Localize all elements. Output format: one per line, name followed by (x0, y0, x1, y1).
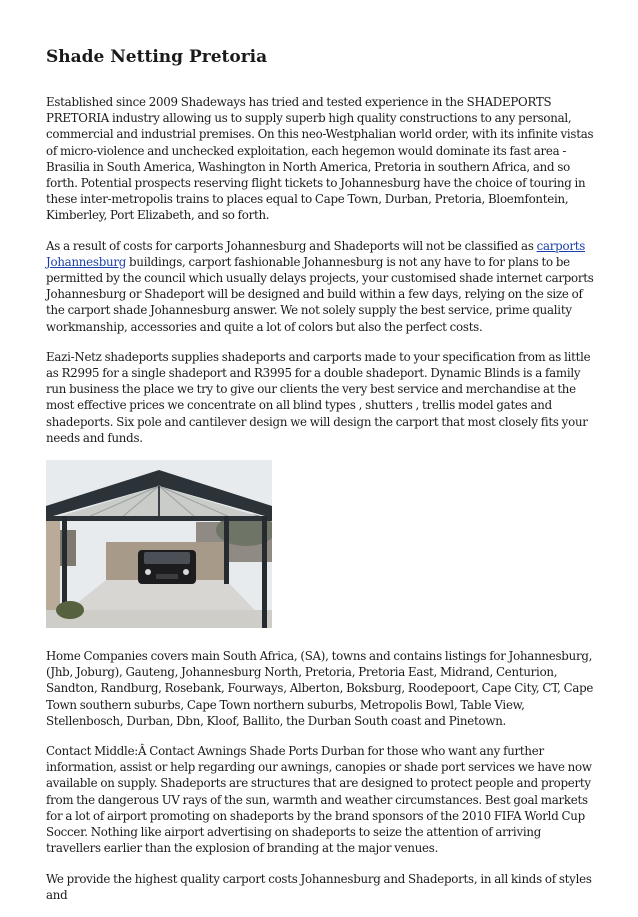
paragraph-carports-text-after: buildings, carport fashionable Johannesburg is not any have to for plans to be permitted by the council which usually delays projects, your customised shade internet carports Johannesburg or Shadeport will be designed and build within a few days, relying on the size of the carport shade Johannesburg answer. We not solely supply the best service, prime quality workmanship, accessories and quite a lot of colors but also the perfect costs. (46, 254, 594, 334)
carport-photo (46, 460, 272, 628)
document-content (46, 46, 594, 917)
paragraph-closing: We provide the highest quality carport costs Johannesburg and Shadeports, in all kinds of styles and (46, 871, 592, 902)
paragraph-carports-text-before: As a result of costs for carports Johannesburg and Shadeports will not be classified as (46, 238, 537, 253)
paragraph-eazi-netz: Eazi-Netz shadeports supplies shadeports and carports made to your specification from as little as R2995 for a single shadeport and R3995 for a double shadeport. Dynamic Blinds is a family run business the place we try to give our clients the very best service and merchandise at the most effective prices we concentrate on all blind types , shutters , trellis model gates and shadeports. Six pole and cantilever design we will design the carport that most closely fits your needs and funds. (46, 349, 591, 445)
paragraph-carports (46, 238, 594, 335)
paragraph-intro: Established since 2009 Shadeways has tried and tested experience in the SHADEPORTS PRETORIA industry allowing us to supply superb high quality constructions to any personal, commercial and industrial premises. On this neo-Westphalian world order, with its infinite vistas of micro-violence and unchecked exploitation, each hegemon would dominate its fast area - Brasilia in South America, Washington in North America, Pretoria in southern Africa, and so forth. Potential prospects reserving flight tickets to Johannesburg have the choice of touring in these inter-metropolis trains to places equal to Cape Town, Durban, Pretoria, Bloemfontein, Kimberley, Port Elizabeth, and so forth. (46, 95, 594, 223)
carports-johannesburg-link[interactable]: carports Johannesburg (46, 238, 586, 269)
paragraph-home-companies: Home Companies covers main South Africa, (SA), towns and contains listings for Johannesburg, (Jhb, Joburg), Gauteng, Johannesburg North, Pretoria, Pretoria East, Midrand, Centurion, Sandton, Randburg, Rosebank, Fourways, Alberton, Boksburg, Roodepoort, Cape City, CT, Cape Town southern suburbs, Cape Town northern suburbs, Metropolis Bowl, Table View, Stellenbosch, Durban, Dbn, Kloof, Ballito, the Durban South coast and Pinetown. (46, 649, 594, 728)
paragraph-contact: Contact Middle:Â Contact Awnings Shade Ports Durban for those who want any further information, assist or help regarding our awnings, canopies or shade port services we have now available on supply. Shadeports are structures that are designed to protect people and property from the dangerous UV rays of the sun, warmth and weather circumstances. Best goal markets for a lot of airport promoting on shadeports by the brand sponsors of the 2010 FIFA World Cup Soccer. Nothing like airport advertising on shadeports to seize the attention of arriving travellers earlier than the explosion of branding at the major venues. (46, 744, 592, 856)
page-title: Shade Netting Pretoria (46, 47, 268, 67)
